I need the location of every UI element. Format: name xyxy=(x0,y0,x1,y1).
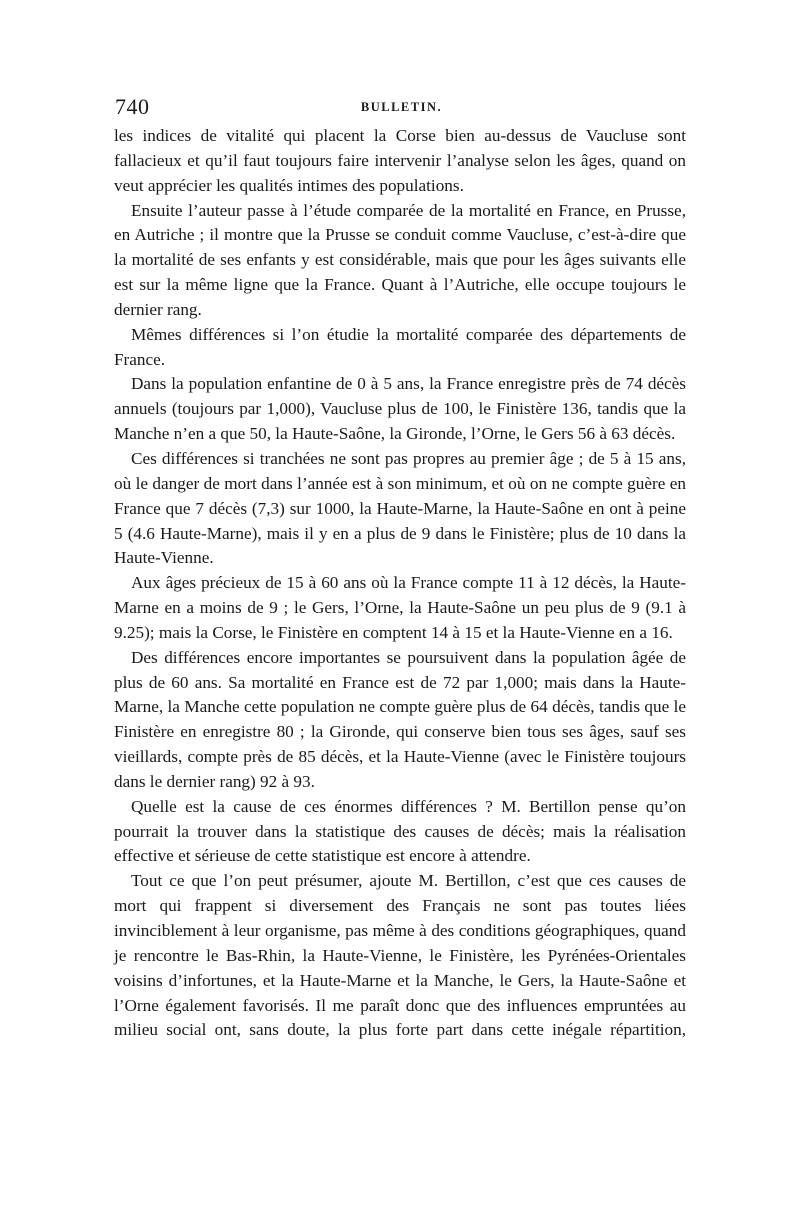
paragraph: Quelle est la cause de ces énormes différences ? M. Bertillon pense qu’on pourrait la trouver dans la statistique des causes de décès; mais la réalisation effective et sérieuse de cette statistique est encore à attendre. xyxy=(114,796,686,866)
page-header xyxy=(113,94,690,124)
paragraph: Aux âges précieux de 15 à 60 ans où la France compte 11 à 12 décès, la Haute-Marne en a moins de 9 ; le Gers, l’Orne, la Haute-Saône un peu plus de 9 (9.1 à 9.25); mais la Corse, le Finistère en comptent 14 à 15 et la Haute-Vienne en a 16. xyxy=(114,573,686,642)
running-head: BULLETIN. xyxy=(360,100,443,114)
paragraph: Des différences encore importantes se poursuivent dans la population âgée de plus de 60 ans. Sa mortalité en France est de 72 par 1,000; mais dans la Haute-Marne, la Manche cette population ne compte guère plus de 64 décès, tandis que le Finistère en enregistre 80 ; la Gironde, qui conserve bien tous ses âges, sauf ses vieillards, compte près de 85 décès, et la Haute-Vienne (avec le Finistère toujours dans le dernier rang) 92 à 93. xyxy=(114,647,686,791)
body-text xyxy=(114,124,686,1043)
paragraph: Ces différences si tranchées ne sont pas propres au premier âge ; de 5 à 15 ans, où le danger de mort dans l’année est à son minimum, et où on ne compte guère en France que 7 décès (7,3) sur 1000, la Haute-Marne, la Haute-Saône en ont à peine 5 (4.6 Haute-Marne), mais il y en a plus de 9 dans le Finistère; plus de 10 dans la Haute-Vienne. xyxy=(114,448,686,568)
paragraph: Ensuite l’auteur passe à l’étude comparée de la mortalité en France, en Prusse, en Autriche ; il montre que la Prusse se conduit comme Vaucluse, c’est-à-dire que la mortalité de ses enfants y est considérable, mais que pour les âges suivants elle est sur la même ligne que la France. Quant à l’Autriche, elle occupe toujours le dernier rang. xyxy=(114,200,686,319)
paragraph: Dans la population enfantine de 0 à 5 ans, la France enregistre près de 74 décès annuels (toujours par 1,000), Vaucluse plus de 100, le Finistère 136, tandis que la Manche n’en a que 50, la Haute-Saône, la Gironde, l’Orne, le Gers 56 à 63 décès. xyxy=(114,374,686,444)
paragraph: les indices de vitalité qui placent la Corse bien au-dessus de Vaucluse sont fallacieux et qu’il faut toujours faire intervenir l’analyse selon les âges, quand on veut apprécier les qualités intimes des populations. xyxy=(114,126,686,195)
page-number: 740 xyxy=(115,94,150,119)
paragraph: Tout ce que l’on peut présumer, ajoute M. Bertillon, c’est que ces causes de mort qui frappent si diversement des Français ne sont pas toutes liées invinciblement à leur organisme, pas même à des conditions géographiques, quand je rencontre le Bas-Rhin, la Haute-Vienne, le Finistère, les Pyrénées-Orientales voisins d’infortunes, et la Haute-Marne et la Manche, le Gers, la Haute-Saône et l’Orne également favorisés. Il me paraît donc que des influences empruntées au milieu social ont, sans doute, la plus forte part dans cette inégale répartition, xyxy=(114,871,686,1040)
paragraph: Mêmes différences si l’on étudie la mortalité comparée des départements de France. xyxy=(114,324,686,369)
